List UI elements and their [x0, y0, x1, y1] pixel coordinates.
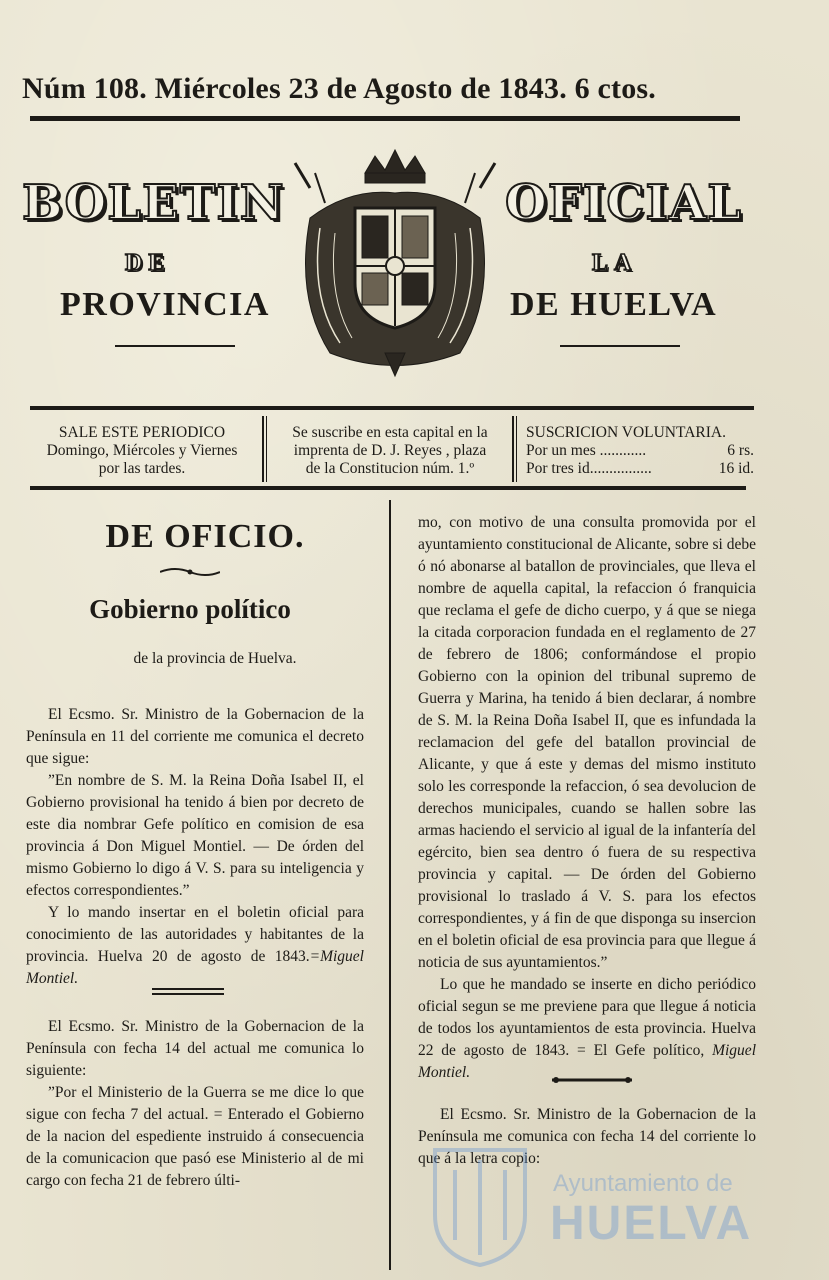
watermark-emblem-icon	[420, 1130, 540, 1270]
infobox-left	[26, 424, 258, 478]
infobox-left-line2: Domingo, Miércoles y Viernes	[46, 442, 238, 459]
infobox-divider-2	[512, 416, 514, 482]
left-column-text-2	[26, 1016, 364, 1192]
column-divider	[389, 500, 391, 1270]
title-oficial: OFICIAL	[505, 175, 742, 231]
infobox-divider-1	[262, 416, 264, 482]
infobox-middle	[274, 424, 506, 478]
paragraph	[418, 974, 756, 1084]
coat-of-arms-icon	[290, 148, 500, 378]
paragraph: El Ecsmo. Sr. Ministro de la Gobernacion de la Península con fecha 14 del actual me comunica lo siguiente:	[26, 1018, 364, 1079]
watermark-text-line1: Ayuntamiento de	[553, 1170, 733, 1197]
infobox-right-row-1	[526, 442, 754, 460]
infobox-left-line1: SALE ESTE PERIODICO	[58, 424, 226, 441]
left-column-text-1	[26, 704, 364, 990]
title-boletin: BOLETIN	[22, 175, 285, 231]
paragraph: ”En nombre de S. M. la Reina Doña Isabel II, el Gobierno provisional ha tenido á bien por decreto de este dia nombrar Gefe político en comision de esa provincia á Don Miguel Montiel. — De órden del mismo Gobierno lo digo á V. S. para su inteligencia y efectos correspondientes.”	[26, 772, 364, 899]
watermark-text-line2: HUELVA	[550, 1197, 753, 1250]
title-de-huelva: DE HUELVA	[510, 286, 718, 323]
title-provincia: PROVINCIA	[60, 286, 270, 323]
paragraph-text: Y lo mando insertar en el boletin oficial para conocimiento de las autoridades y habitantes de la provincia. Huelva 20 de agosto de 1843.	[26, 904, 364, 965]
paragraph: mo, con motivo de una consulta promovida por el ayuntamiento constitucional de Alicante, sobre si debe ó nó abonarse al batallon de provinciales, que lleva el nombre de aquella capital, la refaccion ó franquicia que reclama el gefe de dicho cuerpo, y á que se niega la citada corporacion fundada en el reglamento de 27 de febrero de 1806; conformándose el propio Gobierno con la opinion del tribunal supremo de Guerra y Marina, ha tenido á bien declarar, á nombre de S. M. la Reina Doña Isabel II, que es infundada la reclamacion del gefe del batallon provincial de Alicante, y que á este y demas del mismo instituto solo les corresponde la refaccion, ó sea devolucion de derechos municipales, cuando se hallen sobre las armas haciendo el servicio al igual de la infantería del egército, bien sea dentro ó fuera de su respectiva provincia y capital. — De órden del Gobierno provisional lo traslado á V. S. para los efectos correspondientes, y á fin de que disponga su insercion en el boletin oficial de esa provincia para que llegue á noticia de sus ayuntamientos.”	[418, 514, 756, 971]
paragraph-text: Lo que he mandado se inserte en dicho periódico oficial segun se me previene para que llegue á noticia de todos los ayuntamientos de esta provincia. Huelva 22 de agosto de 1843. = El Gefe político,	[418, 976, 756, 1059]
masthead-rule	[30, 116, 740, 121]
flourish-ornament-1	[160, 566, 220, 578]
infobox-bottom-rule	[30, 486, 746, 490]
right-column-text-1	[418, 512, 756, 1084]
issue-line: Núm 108. Miércoles 23 de Agosto de 1843. 6 ctos.	[22, 72, 656, 105]
infobox-divider-1b	[266, 416, 267, 482]
infobox-top-rule	[30, 406, 754, 410]
title-underline-left	[115, 345, 235, 347]
infobox-middle-line2: imprenta de D. J. Reyes , plaza	[293, 442, 487, 459]
paragraph: El Ecsmo. Sr. Ministro de la Gobernacion de la Península en 11 del corriente me comunica el decreto que sigue:	[26, 706, 364, 767]
separator-double-1a	[152, 988, 224, 990]
title-de: DE	[125, 250, 171, 276]
infobox-middle-line3: de la Constitucion núm. 1.º	[305, 460, 475, 477]
separator-double-1b	[152, 993, 224, 995]
article-subheading: de la provincia de Huelva.	[133, 650, 297, 667]
infobox-right-row-2	[526, 460, 754, 478]
subscription-value-1: 6 rs.	[727, 442, 754, 459]
paragraph	[26, 902, 364, 990]
subscription-label-1: Por un mes ............	[526, 442, 647, 459]
signature: Miguel Montiel.	[418, 1042, 756, 1081]
subscription-label-2: Por tres id................	[526, 460, 652, 477]
subscription-value-2: 16 id.	[718, 460, 754, 477]
article-heading: Gobierno político	[89, 594, 291, 624]
infobox-middle-line1: Se suscribe en esta capital en la	[292, 424, 488, 441]
paragraph: El Ecsmo. Sr. Ministro de la Gobernacion de la Península me comunica con fecha 14 del corriente lo que á la letra copio:	[418, 1106, 756, 1167]
infobox-right-title: SUSCRICION VOLUNTARIA.	[526, 424, 726, 441]
flourish-ornament-2	[552, 1074, 632, 1086]
infobox-divider-2b	[516, 416, 517, 482]
paragraph: ”Por el Ministerio de la Guerra se me dice lo que sigue con fecha 7 del actual. = Enterado el Gobierno de la nacion del espediente instruido á consecuencia de la comunicacion que pasó ese Ministerio al de mi cargo con fecha 21 de febrero últi-	[26, 1084, 364, 1189]
section-title: DE OFICIO.	[105, 518, 305, 555]
title-underline-right	[560, 345, 680, 347]
title-la: LA	[592, 250, 638, 276]
infobox-left-line3: por las tardes.	[98, 460, 186, 477]
signature: =Miguel Montiel.	[26, 948, 364, 987]
infobox-right	[526, 424, 754, 478]
